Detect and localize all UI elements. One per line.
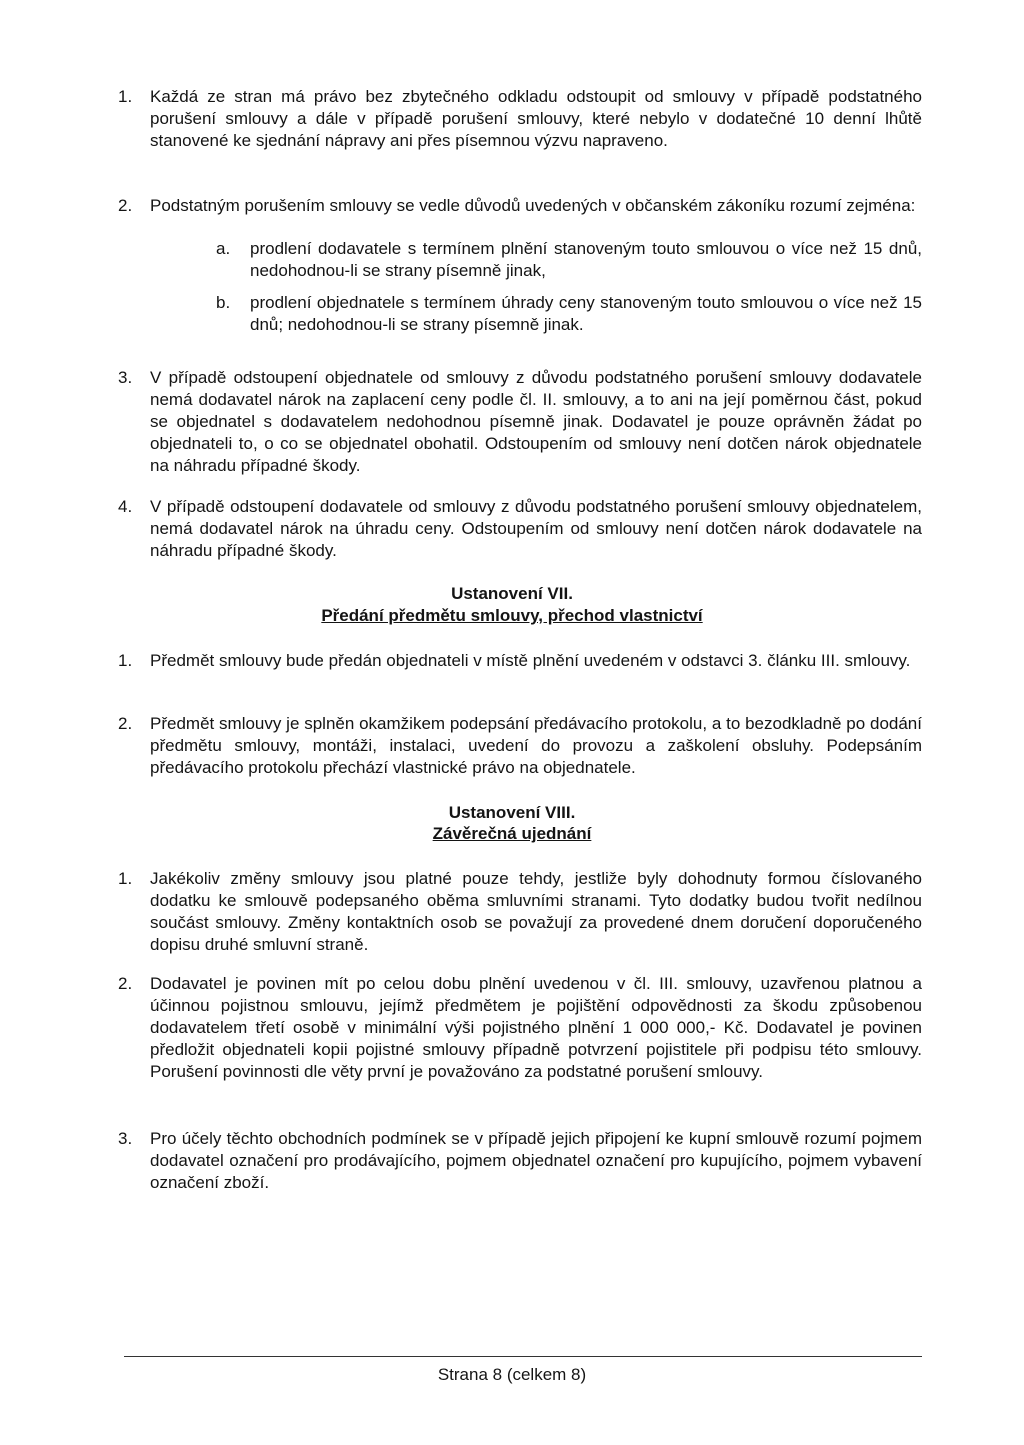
section-title: Předání předmětu smlouvy, přechod vlastnictví	[321, 606, 703, 625]
subclause-letter: b.	[216, 293, 231, 312]
clause-1	[118, 650, 922, 672]
clause-2	[118, 713, 922, 779]
clause-number: 1.	[118, 869, 133, 888]
subclause-letter: a.	[216, 239, 231, 258]
section-heading: Ustanovení VIII.	[448, 803, 576, 822]
clause-3	[118, 1128, 922, 1194]
subclause-text: prodlení objednatele s termínem úhrady ceny stanoveným touto smlouvou o více než 15 dnů; nedohodnou-li se strany písemně jinak.	[250, 293, 922, 334]
clause-number: 2.	[118, 714, 133, 733]
clause-4	[118, 496, 922, 562]
clause-text: Předmět smlouvy bude předán objednateli v místě plnění uvedeném v odstavci 3. článku III. smlouvy.	[150, 651, 911, 670]
clause-3	[118, 367, 922, 477]
clause-number: 4.	[118, 497, 133, 516]
clause-number: 2.	[118, 974, 133, 993]
clause-number: 1.	[118, 651, 133, 670]
clause-2	[118, 973, 922, 1083]
clause-2	[118, 195, 922, 217]
clause-1	[118, 86, 922, 152]
footer-divider	[124, 1356, 922, 1357]
subclause-b	[216, 292, 922, 336]
clause-text: Dodavatel je povinen mít po celou dobu plnění uvedenou v čl. III. smlouvy, uzavřenou platnou a účinnou pojistnou smlouvu, jejímž předmětem je pojištění odpovědnosti za škodu způsobenou dodavatelem třetí osobě v minimální výši pojistného plnění 1 000 000,- Kč. Dodavatel je povinen předložit objednateli kopii pojistné smlouvy případně potvrzení pojistitele při podpisu této smlouvy. Porušení povinnosti dle věty první je považováno za podstatné porušení smlouvy.	[150, 974, 922, 1081]
subclause-text: prodlení dodavatele s termínem plnění stanoveným touto smlouvou o více než 15 dnů, nedohodnou-li se strany písemně jinak,	[250, 239, 922, 280]
subclause-a	[216, 238, 922, 282]
clause-number: 1.	[118, 87, 133, 106]
clause-number: 3.	[118, 1129, 133, 1148]
clause-1	[118, 868, 922, 956]
clause-text: Každá ze stran má právo bez zbytečného odkladu odstoupit od smlouvy v případě podstatného porušení smlouvy a dále v případě porušení smlouvy, které nebylo v dodatečné 10 denní lhůtě stanovené ke sjednání nápravy ani přes písemnou výzvu napraveno.	[150, 87, 922, 150]
clause-text: Jakékoliv změny smlouvy jsou platné pouze tehdy, jestliže byly dohodnuty formou číslovaného dodatku ke smlouvě podepsaného oběma smluvními stranami. Tyto dodatky budou tvořit nedílnou součást smlouvy. Změny kontaktních osob se považují za provedené dnem doručení doporučeného dopisu druhé smluvní straně.	[150, 869, 922, 954]
clause-text: V případě odstoupení dodavatele od smlouvy z důvodu podstatného porušení smlouvy objednatelem, nemá dodavatel nárok na úhradu ceny. Odstoupením od smlouvy není dotčen nárok dodavatele na náhradu případné škody.	[150, 497, 922, 560]
page-number: Strana 8 (celkem 8)	[437, 1365, 587, 1384]
clause-number: 3.	[118, 368, 133, 387]
clause-text: Předmět smlouvy je splněn okamžikem podepsání předávacího protokolu, a to bezodkladně po dodání předmětu smlouvy, montáži, instalaci, uvedení do provozu a zaškolení obsluhy. Podepsáním předávacího protokolu přechází vlastnické právo na objednatele.	[150, 714, 922, 777]
clause-text: Pro účely těchto obchodních podmínek se v případě jejich připojení ke kupní smlouvě rozumí pojmem dodavatel označení pro prodávajícího, pojmem objednatel označení pro kupujícího, pojmem vybavení označení zboží.	[150, 1129, 922, 1192]
section-title: Závěrečná ujednání	[432, 824, 592, 843]
clause-text: Podstatným porušením smlouvy se vedle důvodů uvedených v občanském zákoníku rozumí zejména:	[150, 196, 916, 215]
section-heading: Ustanovení VII.	[451, 584, 573, 603]
clause-number: 2.	[118, 196, 133, 215]
clause-text: V případě odstoupení objednatele od smlouvy z důvodu podstatného porušení smlouvy dodavatele nemá dodavatel nárok na zaplacení ceny podle čl. II. smlouvy, a to ani na její poměrnou část, pokud se objednatel s dodavatelem nedohodnou písemně jinak. Dodavatel je pouze oprávněn žádat po objednateli to, o co se objednatel obohatil. Odstoupením od smlouvy není dotčen nárok objednatele na náhradu případné škody.	[150, 368, 922, 475]
